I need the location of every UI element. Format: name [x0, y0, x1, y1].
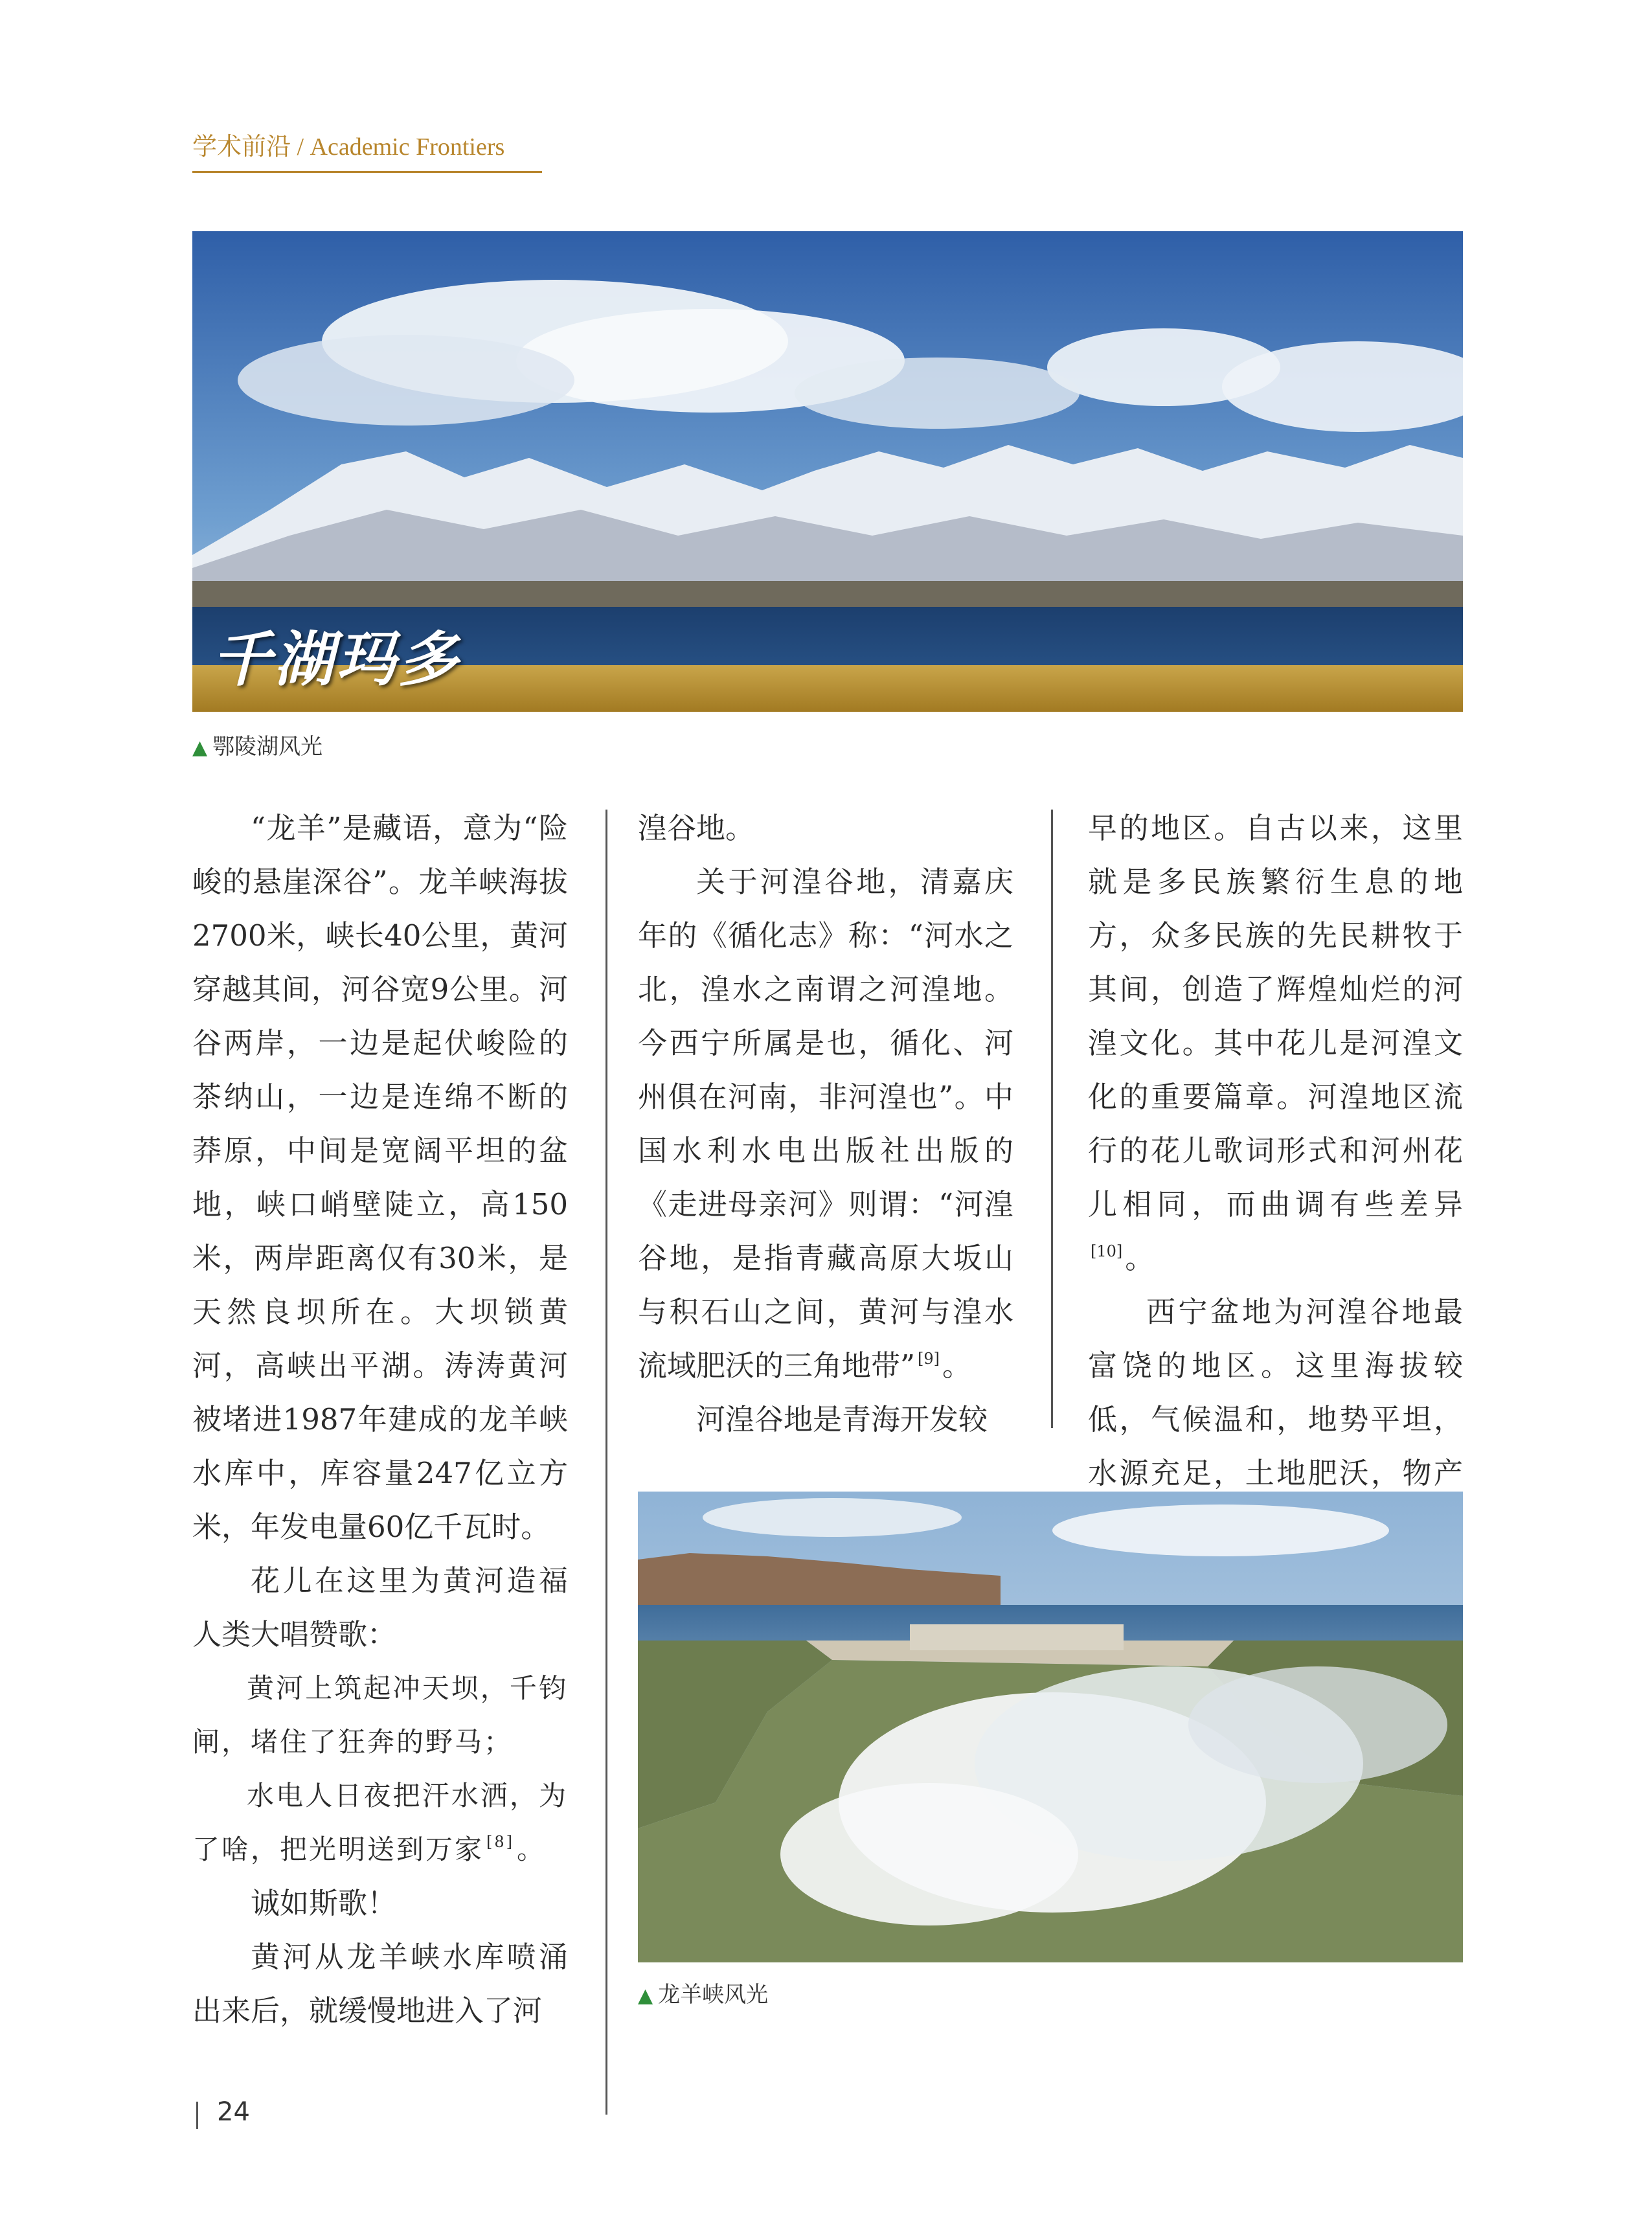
paragraph	[1088, 801, 1463, 1285]
song-lyric	[192, 1769, 568, 1876]
paragraph: 花儿在这里为黄河造福人类大唱赞歌：	[192, 1563, 568, 1652]
citation-ref: [8]	[486, 1833, 515, 1851]
caption-text: 鄂陵湖风光	[212, 734, 323, 760]
column-divider	[605, 810, 607, 2115]
lake-landscape-photo	[192, 231, 1463, 712]
period: 。	[942, 1348, 972, 1383]
column-divider	[1051, 810, 1053, 1428]
period: 。	[1125, 1241, 1155, 1275]
page-number: 24	[217, 2097, 250, 2127]
song-lyric: 黄河上筑起冲天坝，千钧闸，堵住了狂奔的野马；	[192, 1672, 568, 1758]
paragraph: 西宁盆地为河湟谷地最富饶的地区。这里海拔较低，气候温和，地势平坦，水源充足，土地肥沃，物产	[1088, 1295, 1463, 1490]
text-column-3	[1088, 801, 1463, 1554]
paragraph-text: 早的地区。自古以来，这里就是多民族繁衍生息的地方，众多民族的先民耕牧于其间，创造了辉煌灿烂的河湟文化。其中花儿是河湟文化的重要篇章。河湟地区流行的花儿歌词形式和河州花儿相同，而曲调有些差异	[1088, 811, 1463, 1221]
photo-caption-bottom	[638, 1977, 768, 2008]
song-lyric-text: 水电人日夜把汗水洒，为了啥，把光明送到万家	[192, 1780, 568, 1865]
paragraph: “龙羊”是藏语，意为“险峻的悬崖深谷”。龙羊峡海拔2700米，峡长40公里，黄河穿越其间，河谷宽9公里。河谷两岸，一边是起伏峻险的茶纳山，一边是连绵不断的莽原，中间是宽阔平坦的盆地，峡口峭壁陡立，高150米，两岸距离仅有30米，是天然良坝所在。大坝锁黄河，高峡出平湖。涛涛黄河被堵进1987年建成的龙羊峡水库中，库容量247亿立方米，年发电量60亿千瓦时。	[192, 811, 568, 1544]
triangle-icon: ▲	[638, 1984, 653, 2007]
paragraph: 河湟谷地是青海开发较	[696, 1402, 988, 1437]
paragraph	[638, 855, 1013, 1392]
text-column-2	[638, 801, 1013, 1446]
paragraph: 黄河从龙羊峡水库喷涌出来后，就缓慢地进入了河	[192, 1940, 568, 2028]
dam-photo	[638, 1492, 1463, 1962]
section-header: 学术前沿 / Academic Frontiers	[192, 126, 542, 173]
citation-ref: [9]	[918, 1350, 940, 1368]
text-column-1	[192, 801, 568, 2038]
paragraph: 诚如斯歌！	[251, 1886, 397, 1920]
citation-ref: [10]	[1091, 1242, 1123, 1260]
photo-overlay-title: 千湖玛多	[212, 625, 461, 694]
paragraph: 湟谷地。	[638, 811, 755, 845]
page-number-bar	[196, 2102, 198, 2129]
period: 。	[517, 1834, 547, 1865]
paragraph-text: 关于河湟谷地，清嘉庆年的《循化志》称：“河水之北，湟水之南谓之河湟地。今西宁所属是也，循化、河州俱在河南，非河湟也”。中国水利水电出版社出版的《走进母亲河》则谓：“河湟谷地，是指青藏高原大坂山与积石山之间，黄河与湟水流域肥沃的三角地带”	[638, 865, 1013, 1383]
caption-text: 龙羊峡风光	[658, 1982, 769, 2008]
dam-image	[638, 1492, 1463, 1962]
photo-caption-top	[192, 729, 322, 760]
triangle-icon: ▲	[192, 736, 208, 759]
